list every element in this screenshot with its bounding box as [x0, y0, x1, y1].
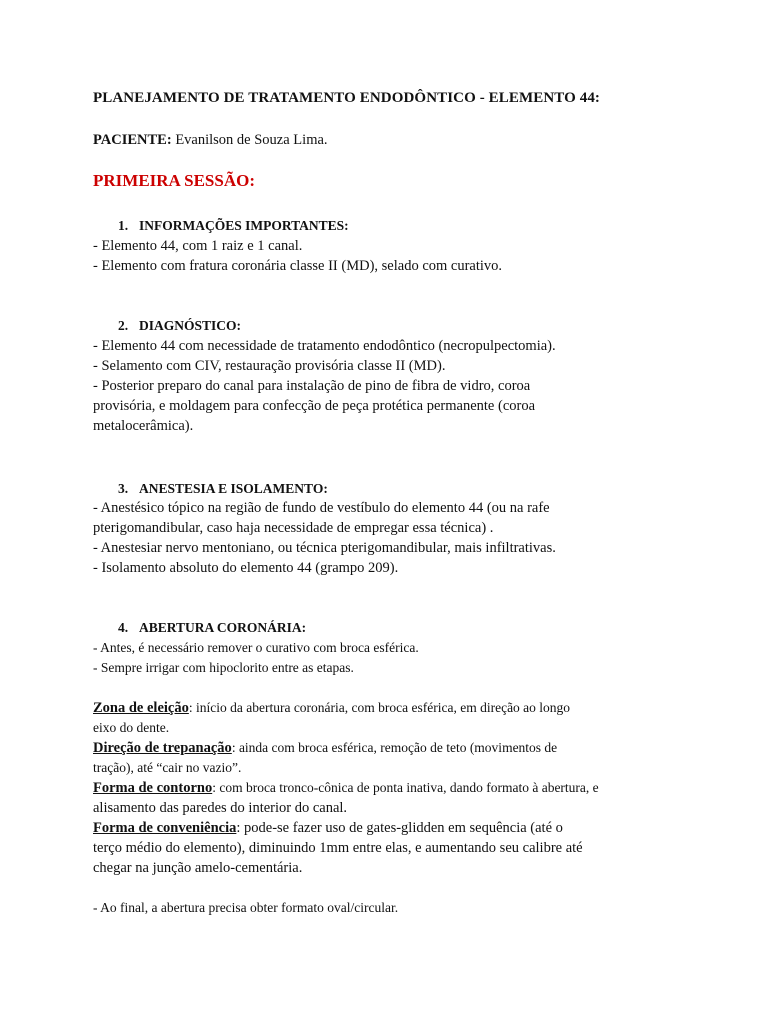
text-line: - Antes, é necessário remover o curativo com broca esférica. [93, 640, 419, 655]
section-title: ABERTURA CORONÁRIA: [139, 620, 307, 635]
step-direcao-trepanacao [93, 738, 693, 758]
section-heading-diagnostico [118, 318, 241, 334]
text-line: - Elemento 44 com necessidade de tratamento endodôntico (necropulpectomia). [93, 338, 556, 354]
text-line: terço médio do elemento), diminuindo 1mm entre elas, e aumentando seu calibre até [93, 840, 583, 856]
section-number: 1. [118, 218, 129, 233]
text-line: provisória, e moldagem para confecção de peça protética permanente (coroa [93, 398, 536, 414]
text-line: tração), até “cair no vazio”. [93, 760, 242, 775]
section-heading-abertura [118, 620, 306, 636]
text-line: - Elemento 44, com 1 raiz e 1 canal. [93, 238, 303, 254]
section-number: 2. [118, 318, 129, 333]
text-line: - Selamento com CIV, restauração provisória classe II (MD). [93, 358, 446, 374]
text-line: - Sempre irrigar com hipoclorito entre as etapas. [93, 660, 354, 675]
term-direcao-trepanacao: Direção de trepanação [93, 740, 232, 756]
section-title: ANESTESIA E ISOLAMENTO: [139, 481, 328, 496]
text-line: - Elemento com fratura coronária classe II (MD), selado com curativo. [93, 258, 503, 274]
session-heading: PRIMEIRA SESSÃO: [93, 171, 256, 190]
section-title: DIAGNÓSTICO: [139, 318, 242, 333]
text-line: metalocerâmica). [93, 418, 194, 434]
section-body-diagnostico [93, 336, 693, 436]
text-line: alisamento das paredes do interior do canal. [93, 800, 348, 816]
section-number: 3. [118, 481, 129, 496]
text-line: - Anestesiar nervo mentoniano, ou técnica pterigomandibular, mais infiltrativas. [93, 540, 556, 556]
patient-line [93, 132, 693, 149]
document-title: PLANEJAMENTO DE TRATAMENTO ENDODÔNTICO - ELEMENTO 44: [93, 90, 601, 106]
step-text: : início da abertura coronária, com broca esférica, em direção ao longo [188, 700, 571, 715]
text-line: - Anestésico tópico na região de fundo de vestíbulo do elemento 44 (ou na rafe [93, 500, 550, 516]
step-forma-conveniencia [93, 818, 693, 838]
text-line: chegar na junção amelo-cementária. [93, 860, 303, 876]
term-forma-conveniencia: Forma de conveniência [93, 820, 237, 836]
text-line: pterigomandibular, caso haja necessidade de empregar essa técnica) . [93, 520, 494, 536]
step-forma-contorno [93, 778, 693, 798]
text-line: eixo do dente. [93, 720, 170, 735]
patient-label: PACIENTE: [93, 132, 172, 148]
abertura-steps [93, 698, 693, 918]
final-note: - Ao final, a abertura precisa obter formato oval/circular. [93, 900, 399, 915]
text-line: - Posterior preparo do canal para instalação de pino de fibra de vidro, coroa [93, 378, 531, 394]
section-title: INFORMAÇÕES IMPORTANTES: [139, 218, 349, 233]
step-text: : ainda com broca esférica, remoção de teto (movimentos de [231, 740, 558, 755]
step-zona-eleicao [93, 698, 693, 718]
spacer [93, 878, 693, 898]
section-heading-anestesia [118, 481, 328, 497]
section-heading-informacoes [118, 218, 349, 234]
term-zona-eleicao: Zona de eleição [93, 700, 189, 716]
section-body-anestesia [93, 498, 693, 578]
term-forma-contorno: Forma de contorno [93, 780, 213, 796]
patient-name: Evanilson de Souza Lima. [175, 132, 328, 148]
step-text: : pode-se fazer uso de gates-glidden em sequência (até o [236, 820, 563, 836]
text-line: - Isolamento absoluto do elemento 44 (grampo 209). [93, 560, 399, 576]
step-text: : com broca tronco-cônica de ponta inativa, dando formato à abertura, e [212, 780, 599, 795]
section-body-abertura [93, 638, 693, 678]
section-body-informacoes [93, 236, 693, 276]
section-number: 4. [118, 620, 129, 635]
